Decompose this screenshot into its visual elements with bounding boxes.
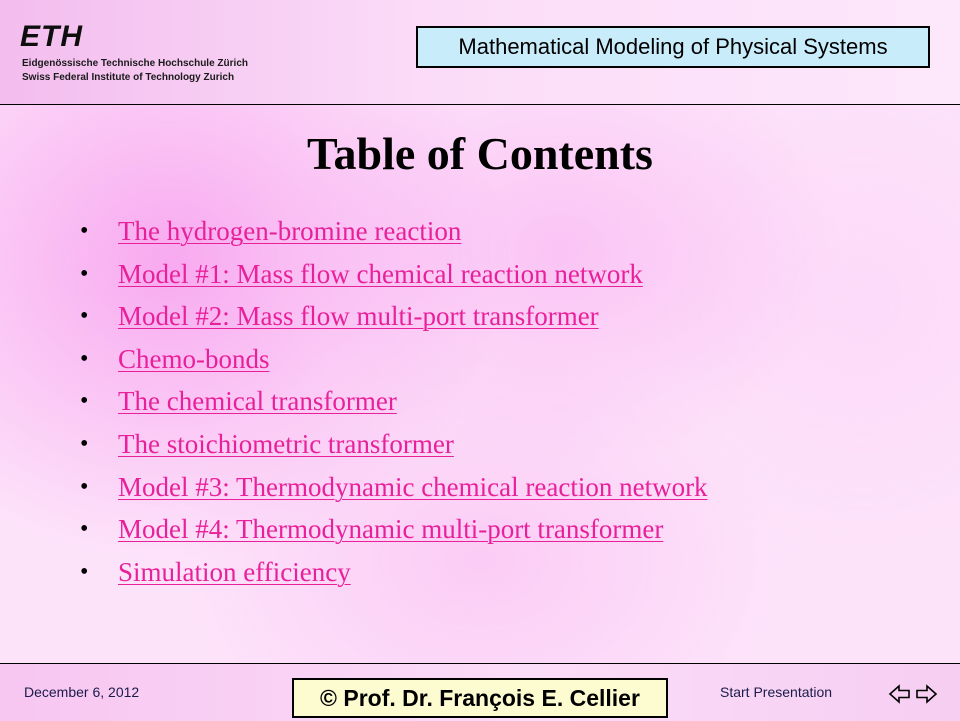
start-presentation-link[interactable]: Start Presentation [720,684,833,700]
bullet-icon: • [80,516,89,543]
eth-logo [20,22,280,92]
toc-link-stoichiometric-transformer[interactable]: The stoichiometric transformer [118,428,454,459]
eth-logo-word: ETH [20,20,83,53]
toc-link-model-3[interactable]: Model #3: Thermodynamic chemical reaction network [118,471,708,502]
eth-logo-line-2: Swiss Federal Institute of Technology Zurich [22,72,235,83]
bullet-icon: • [80,430,89,457]
toc-link-simulation-efficiency[interactable]: Simulation efficiency [118,556,351,587]
toc-link-model-4[interactable]: Model #4: Thermodynamic multi-port transformer [118,514,664,545]
bullet-icon: • [80,303,89,330]
author-credit: © Prof. Dr. François E. Cellier [292,678,668,718]
toc-link-chemo-bonds[interactable]: Chemo-bonds [118,343,270,374]
bullet-icon: • [80,260,89,287]
bullet-icon: • [80,345,89,372]
bullet-icon: • [80,473,89,500]
slide-header [0,0,960,105]
slide-footer [0,663,960,721]
course-title: Mathematical Modeling of Physical Systems [416,26,930,68]
toc-link-model-2[interactable]: Model #2: Mass flow multi-port transformer [118,301,599,332]
toc-link-model-1[interactable]: Model #1: Mass flow chemical reaction network [118,258,643,289]
bullet-icon: • [80,558,89,585]
forward-arrow-icon[interactable] [914,682,938,706]
toc-link-hydrogen-bromine-reaction[interactable]: The hydrogen-bromine reaction [118,216,462,246]
toc-link-chemical-transformer[interactable]: The chemical transformer [118,386,397,417]
bullet-icon: • [80,218,89,244]
slide-title: Table of Contents [307,128,653,179]
footer-date: December 6, 2012 [24,684,140,700]
back-arrow-icon[interactable] [888,682,912,706]
eth-logo-line-1: Eidgenössische Technische Hochschule Zürich [22,58,248,69]
bullet-icon: • [80,388,89,415]
